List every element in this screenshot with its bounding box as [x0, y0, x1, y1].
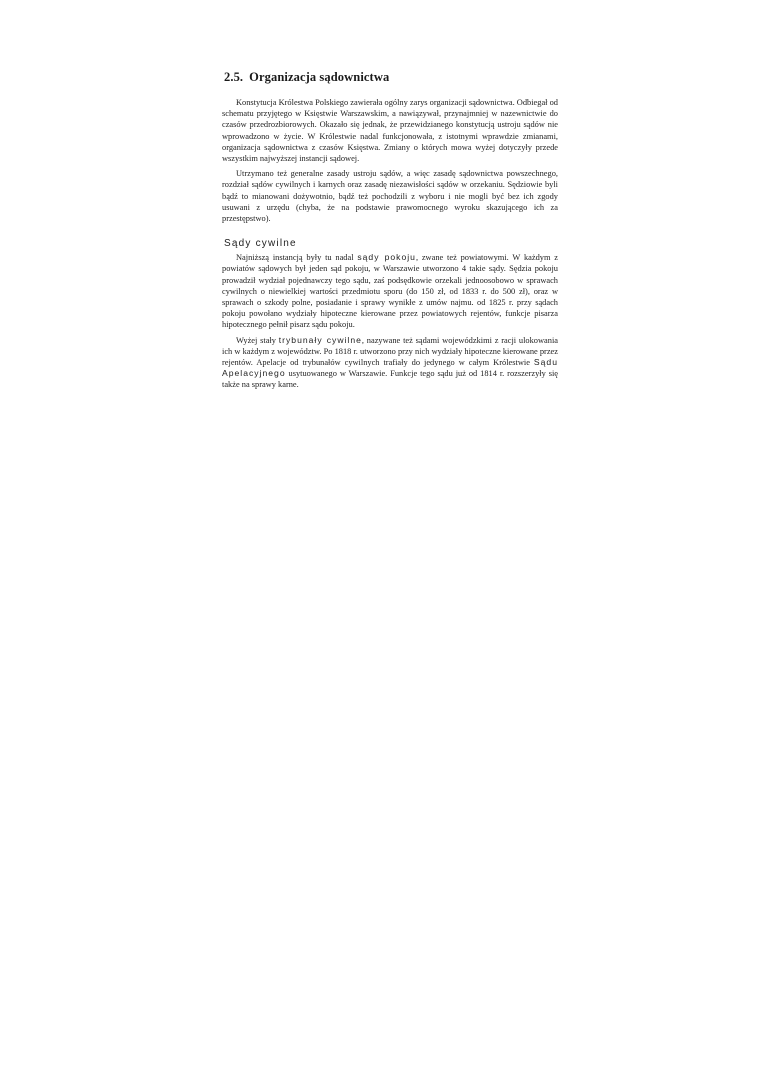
section-number: 2.5. — [224, 70, 244, 84]
paragraph-3-rest: , zwane też powiatowymi. W każdym z powiatów sądowych był jeden sąd pokoju, w Warszawie utworzono 4 takie sądy. Sędzia pokoju prowadził wydział pojednawczy tego sądu, zaś podsędkowie orzekali jednoosobowo w sprawach cywilnych o niewielkiej wartości przedmiotu sporu (do 150 zł, od 1833 r. do 500 zł), oraz w sprawach o szkody polne, posiadanie i sprawy wynikłe z umów najmu. od 1825 r. przy sądach pokoju powołano wydziały hipoteczne kierowane przez powiatowych rejentów, funkcje pisarza hipotecznego pełnił pisarz sądu pokoju. — [222, 253, 558, 330]
section-heading — [222, 70, 558, 85]
term-sady-pokoju: sądy pokoju — [357, 252, 416, 263]
document-page — [222, 70, 558, 395]
paragraph-3-start: Najniższą instancją były tu nadal — [236, 253, 354, 263]
paragraph-4-start: Wyżej stały — [236, 335, 276, 345]
term-trybunaly-cywilne: trybunały cywilne — [278, 334, 362, 345]
paragraph-4-middle: , nazywane też sądami wojewódzkimi z racji ulokowania ich w każdym z województw. Po 1818 r. utworzono przy nich wydziały hipoteczne kierowane przez rejentów. Apelacje od trybunałów cywilnych trafiały do jedynego w całym Królestwie — [222, 335, 558, 368]
subsection-heading: Sądy cywilne — [224, 238, 297, 250]
term-sad-apelacyjny: Sądu Apelacyjnego — [222, 357, 558, 379]
paragraph-4 — [222, 335, 558, 391]
paragraph-3 — [222, 252, 558, 330]
paragraph-1: Konstytucja Królestwa Polskiego zawierała ogólny zarys organizacji sądownictwa. Odbiegał od schematu przyjętego w Księstwie Warszawskim, a nawiązywał, przynajmniej w nazewnictwie do czasów przedrozbiorowych. Okazało się jednak, że przewidzianego konstytucją ustroju sądów nie wprowadzono w życie. W Królestwie nadal funkcjonowała, z istotnymi wprawdzie zmianami, organizacja sądownictwa z czasów Księstwa. Zmiany o których mowa wyżej dotyczyły przede wszystkim najwyższej instancji sądowej. — [222, 98, 558, 164]
paragraph-4-end: usytuowanego w Warszawie. Funkcje tego sądu już od 1814 r. rozszerzyły się także na sprawy karne. — [222, 369, 558, 390]
section-title: Organizacja sądownictwa — [249, 70, 390, 84]
paragraph-2: Utrzymano też generalne zasady ustroju sądów, a więc zasadę sądownictwa powszechnego, rozdział sądów cywilnych i karnych oraz zasadę niezawisłości sądów w orzekaniu. Sędziowie byli bądź to mianowani dożywotnio, bądź też pochodzili z wyboru i nie mogli być bez ich zgody usuwani z urzędu (chyba, że na podstawie prawomocnego wyroku skazującego ich za przestępstwo). — [222, 169, 558, 224]
